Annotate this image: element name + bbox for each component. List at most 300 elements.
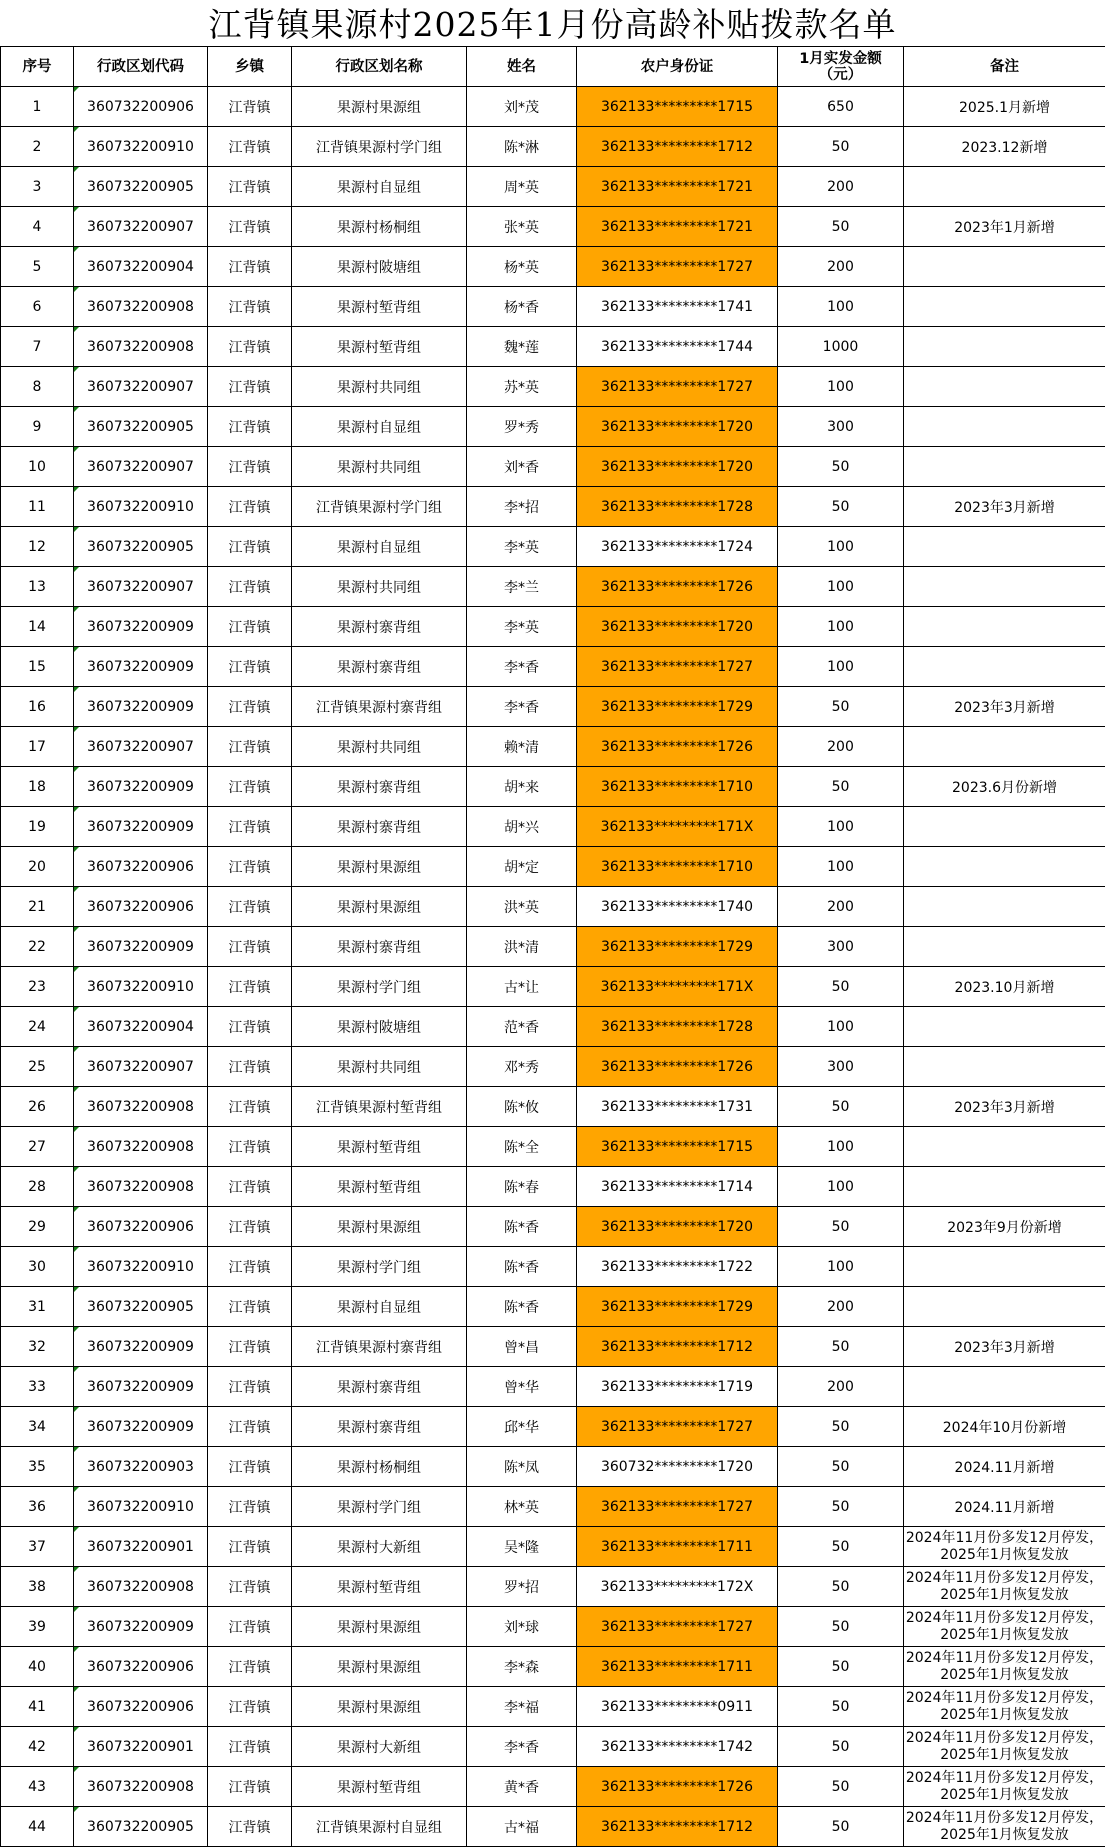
table-body: [1, 87, 1105, 1847]
cell-note: 2024年11月份多发12月停发，2025年1月恢复发放: [904, 1687, 1105, 1727]
header-amount: 1月实发金额 （元）: [778, 47, 904, 87]
cell-code: 360732200908: [74, 327, 208, 367]
cell-seq: 17: [1, 727, 74, 767]
cell-area: 果源村陂塘组: [292, 1007, 467, 1047]
cell-town: 江背镇: [208, 207, 292, 247]
cell-seq: 12: [1, 527, 74, 567]
cell-amount: 650: [778, 87, 904, 127]
cell-note: [904, 607, 1105, 647]
cell-area: 果源村共同组: [292, 567, 467, 607]
cell-area: 果源村学门组: [292, 1487, 467, 1527]
cell-note: 2023年3月新增: [904, 1327, 1105, 1367]
cell-id: 362133*********1727: [577, 367, 778, 407]
cell-town: 江背镇: [208, 847, 292, 887]
table-row: [1, 1247, 1105, 1287]
cell-name: 曾*华: [467, 1367, 577, 1407]
cell-area: 江背镇果源村学门组: [292, 487, 467, 527]
cell-id: 362133*********1719: [577, 1367, 778, 1407]
cell-seq: 8: [1, 367, 74, 407]
cell-amount: 50: [778, 447, 904, 487]
cell-note: 2023.12新增: [904, 127, 1105, 167]
cell-note: [904, 1167, 1105, 1207]
cell-amount: 50: [778, 1567, 904, 1607]
cell-town: 江背镇: [208, 87, 292, 127]
cell-seq: 2: [1, 127, 74, 167]
cell-code: 360732200905: [74, 1807, 208, 1847]
cell-area: 果源村自显组: [292, 527, 467, 567]
cell-town: 江背镇: [208, 687, 292, 727]
header-seq: 序号: [1, 47, 74, 87]
cell-area: 果源村寨背组: [292, 647, 467, 687]
cell-area: 果源村果源组: [292, 847, 467, 887]
cell-note: 2024年11月份多发12月停发，2025年1月恢复发放: [904, 1527, 1105, 1567]
cell-town: 江背镇: [208, 727, 292, 767]
cell-town: 江背镇: [208, 127, 292, 167]
cell-area: 果源村自显组: [292, 407, 467, 447]
cell-name: 曾*昌: [467, 1327, 577, 1367]
cell-seq: 36: [1, 1487, 74, 1527]
cell-town: 江背镇: [208, 1487, 292, 1527]
cell-code: 360732200906: [74, 847, 208, 887]
cell-amount: 50: [778, 1527, 904, 1567]
cell-note: 2024.11月新增: [904, 1447, 1105, 1487]
cell-area: 果源村堑背组: [292, 327, 467, 367]
cell-area: 果源村堑背组: [292, 1767, 467, 1807]
cell-name: 陈*攸: [467, 1087, 577, 1127]
cell-seq: 28: [1, 1167, 74, 1207]
table-row: [1, 1287, 1105, 1327]
cell-town: 江背镇: [208, 1127, 292, 1167]
cell-id: 362133*********1712: [577, 1327, 778, 1367]
cell-id: 362133*********1726: [577, 727, 778, 767]
cell-seq: 9: [1, 407, 74, 447]
header-id: 农户身份证: [577, 47, 778, 87]
cell-area: 果源村堑背组: [292, 1567, 467, 1607]
cell-code: 360732200905: [74, 527, 208, 567]
cell-id: 362133*********1721: [577, 207, 778, 247]
cell-town: 江背镇: [208, 1167, 292, 1207]
header-name: 姓名: [467, 47, 577, 87]
cell-code: 360732200908: [74, 1087, 208, 1127]
cell-name: 周*英: [467, 167, 577, 207]
cell-note: [904, 447, 1105, 487]
cell-id: 362133*********1726: [577, 1047, 778, 1087]
cell-code: 360732200901: [74, 1727, 208, 1767]
cell-id: 362133*********1728: [577, 1007, 778, 1047]
cell-id: 362133*********171X: [577, 967, 778, 1007]
cell-id: 362133*********1727: [577, 1607, 778, 1647]
cell-note: 2024年11月份多发12月停发，2025年1月恢复发放: [904, 1727, 1105, 1767]
cell-note: 2024年11月份多发12月停发，2025年1月恢复发放: [904, 1607, 1105, 1647]
cell-amount: 50: [778, 687, 904, 727]
cell-area: 江背镇果源村学门组: [292, 127, 467, 167]
cell-amount: 1000: [778, 327, 904, 367]
cell-amount: 50: [778, 967, 904, 1007]
cell-town: 江背镇: [208, 1287, 292, 1327]
cell-code: 360732200907: [74, 207, 208, 247]
cell-note: [904, 167, 1105, 207]
cell-town: 江背镇: [208, 527, 292, 567]
cell-id: 362133*********1711: [577, 1527, 778, 1567]
cell-town: 江背镇: [208, 1807, 292, 1847]
table-row: [1, 727, 1105, 767]
cell-note: [904, 367, 1105, 407]
cell-amount: 200: [778, 167, 904, 207]
cell-name: 苏*英: [467, 367, 577, 407]
cell-name: 胡*定: [467, 847, 577, 887]
cell-amount: 50: [778, 1407, 904, 1447]
table-row: [1, 1767, 1105, 1807]
cell-name: 范*香: [467, 1007, 577, 1047]
table-row: [1, 687, 1105, 727]
page-title: 江背镇果源村2025年1月份高龄补贴拨款名单: [0, 0, 1105, 46]
cell-code: 360732200908: [74, 287, 208, 327]
cell-amount: 100: [778, 1247, 904, 1287]
cell-amount: 50: [778, 1647, 904, 1687]
table-row: [1, 367, 1105, 407]
table-row: [1, 87, 1105, 127]
cell-area: 果源村果源组: [292, 887, 467, 927]
cell-area: 果源村大新组: [292, 1727, 467, 1767]
cell-amount: 100: [778, 1007, 904, 1047]
cell-amount: 100: [778, 367, 904, 407]
cell-area: 果源村共同组: [292, 367, 467, 407]
cell-code: 360732200909: [74, 1367, 208, 1407]
cell-town: 江背镇: [208, 1207, 292, 1247]
cell-note: [904, 1247, 1105, 1287]
cell-town: 江背镇: [208, 887, 292, 927]
cell-town: 江背镇: [208, 1727, 292, 1767]
cell-area: 果源村大新组: [292, 1527, 467, 1567]
cell-name: 吴*隆: [467, 1527, 577, 1567]
cell-id: 362133*********1742: [577, 1727, 778, 1767]
cell-name: 罗*秀: [467, 407, 577, 447]
cell-seq: 33: [1, 1367, 74, 1407]
cell-area: 果源村果源组: [292, 1647, 467, 1687]
cell-name: 陈*淋: [467, 127, 577, 167]
cell-note: 2023.6月份新增: [904, 767, 1105, 807]
cell-area: 果源村学门组: [292, 967, 467, 1007]
cell-seq: 10: [1, 447, 74, 487]
cell-name: 邓*秀: [467, 1047, 577, 1087]
cell-id: 362133*********1720: [577, 447, 778, 487]
cell-name: 李*兰: [467, 567, 577, 607]
cell-name: 李*英: [467, 527, 577, 567]
cell-name: 刘*茂: [467, 87, 577, 127]
cell-note: 2023年3月新增: [904, 1087, 1105, 1127]
cell-note: [904, 647, 1105, 687]
cell-note: [904, 247, 1105, 287]
cell-seq: 15: [1, 647, 74, 687]
cell-seq: 16: [1, 687, 74, 727]
cell-area: 果源村共同组: [292, 727, 467, 767]
cell-name: 杨*香: [467, 287, 577, 327]
cell-town: 江背镇: [208, 927, 292, 967]
cell-town: 江背镇: [208, 1247, 292, 1287]
cell-amount: 200: [778, 1287, 904, 1327]
cell-amount: 50: [778, 1447, 904, 1487]
cell-id: 362133*********1729: [577, 927, 778, 967]
table-row: [1, 527, 1105, 567]
cell-area: 果源村果源组: [292, 87, 467, 127]
cell-area: 果源村寨背组: [292, 1407, 467, 1447]
cell-id: 362133*********1710: [577, 847, 778, 887]
cell-name: 张*英: [467, 207, 577, 247]
cell-name: 洪*清: [467, 927, 577, 967]
cell-code: 360732200904: [74, 247, 208, 287]
cell-amount: 200: [778, 247, 904, 287]
cell-id: 362133*********1729: [577, 1287, 778, 1327]
cell-name: 李*英: [467, 607, 577, 647]
cell-seq: 34: [1, 1407, 74, 1447]
cell-name: 李*香: [467, 647, 577, 687]
cell-amount: 100: [778, 287, 904, 327]
cell-note: 2023年3月新增: [904, 487, 1105, 527]
cell-name: 邱*华: [467, 1407, 577, 1447]
cell-seq: 26: [1, 1087, 74, 1127]
cell-seq: 22: [1, 927, 74, 967]
cell-code: 360732200909: [74, 687, 208, 727]
cell-amount: 100: [778, 1167, 904, 1207]
table-row: [1, 1447, 1105, 1487]
cell-code: 360732200907: [74, 567, 208, 607]
cell-code: 360732200910: [74, 967, 208, 1007]
cell-amount: 200: [778, 887, 904, 927]
cell-amount: 300: [778, 927, 904, 967]
table-row: [1, 1687, 1105, 1727]
table-row: [1, 967, 1105, 1007]
cell-note: [904, 927, 1105, 967]
cell-amount: 300: [778, 1047, 904, 1087]
cell-code: 360732200906: [74, 1687, 208, 1727]
cell-name: 李*森: [467, 1647, 577, 1687]
cell-code: 360732200901: [74, 1527, 208, 1567]
cell-name: 胡*来: [467, 767, 577, 807]
cell-amount: 50: [778, 767, 904, 807]
cell-note: [904, 1287, 1105, 1327]
cell-town: 江背镇: [208, 1647, 292, 1687]
cell-seq: 7: [1, 327, 74, 367]
cell-town: 江背镇: [208, 1687, 292, 1727]
cell-code: 360732200909: [74, 607, 208, 647]
cell-note: [904, 807, 1105, 847]
cell-seq: 4: [1, 207, 74, 247]
cell-id: 362133*********1727: [577, 1407, 778, 1447]
cell-code: 360732200909: [74, 927, 208, 967]
cell-code: 360732200903: [74, 1447, 208, 1487]
cell-seq: 11: [1, 487, 74, 527]
cell-town: 江背镇: [208, 1407, 292, 1447]
cell-name: 陈*全: [467, 1127, 577, 1167]
cell-id: 362133*********1740: [577, 887, 778, 927]
cell-amount: 100: [778, 847, 904, 887]
table-row: [1, 767, 1105, 807]
cell-id: 362133*********1712: [577, 1807, 778, 1847]
cell-seq: 43: [1, 1767, 74, 1807]
cell-amount: 50: [778, 1327, 904, 1367]
cell-id: 362133*********1710: [577, 767, 778, 807]
table-row: [1, 807, 1105, 847]
cell-town: 江背镇: [208, 287, 292, 327]
table-row: [1, 167, 1105, 207]
cell-name: 李*香: [467, 1727, 577, 1767]
cell-note: [904, 727, 1105, 767]
cell-note: 2023.10月新增: [904, 967, 1105, 1007]
cell-id: 362133*********1727: [577, 647, 778, 687]
cell-seq: 44: [1, 1807, 74, 1847]
cell-note: [904, 847, 1105, 887]
cell-amount: 100: [778, 807, 904, 847]
cell-id: 362133*********1729: [577, 687, 778, 727]
cell-note: [904, 567, 1105, 607]
cell-amount: 100: [778, 567, 904, 607]
table-row: [1, 407, 1105, 447]
cell-code: 360732200908: [74, 1127, 208, 1167]
cell-seq: 3: [1, 167, 74, 207]
cell-note: 2023年1月新增: [904, 207, 1105, 247]
cell-area: 果源村寨背组: [292, 927, 467, 967]
cell-amount: 50: [778, 1767, 904, 1807]
cell-id: 362133*********1726: [577, 567, 778, 607]
cell-note: 2024年10月份新增: [904, 1407, 1105, 1447]
table-row: [1, 1167, 1105, 1207]
cell-area: 果源村果源组: [292, 1207, 467, 1247]
cell-area: 果源村共同组: [292, 1047, 467, 1087]
cell-amount: 50: [778, 487, 904, 527]
cell-area: 果源村共同组: [292, 447, 467, 487]
cell-name: 古*让: [467, 967, 577, 1007]
table-row: [1, 1567, 1105, 1607]
cell-code: 360732200910: [74, 127, 208, 167]
cell-name: 刘*球: [467, 1607, 577, 1647]
cell-area: 果源村果源组: [292, 1607, 467, 1647]
cell-code: 360732200904: [74, 1007, 208, 1047]
cell-code: 360732200910: [74, 487, 208, 527]
cell-id: 362133*********1726: [577, 1767, 778, 1807]
cell-code: 360732200908: [74, 1767, 208, 1807]
cell-name: 林*英: [467, 1487, 577, 1527]
cell-name: 李*福: [467, 1687, 577, 1727]
cell-note: [904, 287, 1105, 327]
cell-town: 江背镇: [208, 247, 292, 287]
cell-area: 果源村寨背组: [292, 767, 467, 807]
cell-area: 果源村寨背组: [292, 1367, 467, 1407]
cell-town: 江背镇: [208, 1367, 292, 1407]
cell-code: 360732200906: [74, 87, 208, 127]
header-note: 备注: [904, 47, 1105, 87]
cell-seq: 40: [1, 1647, 74, 1687]
cell-seq: 19: [1, 807, 74, 847]
cell-name: 李*香: [467, 687, 577, 727]
cell-id: 362133*********1720: [577, 1207, 778, 1247]
cell-amount: 100: [778, 647, 904, 687]
cell-name: 罗*招: [467, 1567, 577, 1607]
header-code: 行政区划代码: [74, 47, 208, 87]
cell-amount: 50: [778, 1487, 904, 1527]
cell-amount: 200: [778, 727, 904, 767]
cell-area: 江背镇果源村寨背组: [292, 1327, 467, 1367]
cell-name: 陈*香: [467, 1207, 577, 1247]
table-row: [1, 1087, 1105, 1127]
cell-town: 江背镇: [208, 807, 292, 847]
cell-name: 刘*香: [467, 447, 577, 487]
cell-code: 360732200907: [74, 727, 208, 767]
cell-seq: 35: [1, 1447, 74, 1487]
subsidy-table: [0, 46, 1105, 1847]
table-row: [1, 1207, 1105, 1247]
cell-area: 果源村学门组: [292, 1247, 467, 1287]
table-row: [1, 287, 1105, 327]
cell-note: [904, 1047, 1105, 1087]
cell-town: 江背镇: [208, 1567, 292, 1607]
cell-name: 陈*香: [467, 1247, 577, 1287]
cell-name: 胡*兴: [467, 807, 577, 847]
cell-area: 江背镇果源村堑背组: [292, 1087, 467, 1127]
cell-seq: 23: [1, 967, 74, 1007]
cell-amount: 50: [778, 127, 904, 167]
cell-name: 陈*香: [467, 1287, 577, 1327]
cell-id: 362133*********1727: [577, 247, 778, 287]
table-row: [1, 1527, 1105, 1567]
cell-id: 362133*********1714: [577, 1167, 778, 1207]
cell-area: 果源村果源组: [292, 1687, 467, 1727]
cell-area: 果源村陂塘组: [292, 247, 467, 287]
cell-seq: 41: [1, 1687, 74, 1727]
cell-town: 江背镇: [208, 1607, 292, 1647]
cell-id: 362133*********171X: [577, 807, 778, 847]
cell-code: 360732200907: [74, 367, 208, 407]
cell-id: 362133*********1724: [577, 527, 778, 567]
cell-area: 果源村堑背组: [292, 287, 467, 327]
cell-amount: 50: [778, 1687, 904, 1727]
cell-seq: 18: [1, 767, 74, 807]
cell-town: 江背镇: [208, 1047, 292, 1087]
cell-amount: 50: [778, 1607, 904, 1647]
cell-seq: 24: [1, 1007, 74, 1047]
cell-seq: 37: [1, 1527, 74, 1567]
table-row: [1, 1807, 1105, 1847]
cell-town: 江背镇: [208, 407, 292, 447]
cell-code: 360732200910: [74, 1487, 208, 1527]
cell-code: 360732200909: [74, 1607, 208, 1647]
cell-id: 362133*********1712: [577, 127, 778, 167]
cell-note: 2024年11月份多发12月停发，2025年1月恢复发放: [904, 1767, 1105, 1807]
cell-seq: 21: [1, 887, 74, 927]
cell-code: 360732200909: [74, 807, 208, 847]
cell-id: 362133*********1728: [577, 487, 778, 527]
table-row: [1, 647, 1105, 687]
table-row: [1, 887, 1105, 927]
table-row: [1, 927, 1105, 967]
cell-seq: 29: [1, 1207, 74, 1247]
cell-note: 2023年3月新增: [904, 687, 1105, 727]
table-row: [1, 567, 1105, 607]
table-row: [1, 1327, 1105, 1367]
cell-seq: 14: [1, 607, 74, 647]
cell-seq: 38: [1, 1567, 74, 1607]
header-row: [1, 47, 1105, 87]
cell-seq: 39: [1, 1607, 74, 1647]
cell-note: [904, 407, 1105, 447]
table-row: [1, 127, 1105, 167]
cell-code: 360732200905: [74, 167, 208, 207]
cell-town: 江背镇: [208, 607, 292, 647]
table-row: [1, 487, 1105, 527]
cell-note: 2024年11月份多发12月停发，2025年1月恢复发放: [904, 1567, 1105, 1607]
table-row: [1, 247, 1105, 287]
cell-town: 江背镇: [208, 1527, 292, 1567]
cell-id: 362133*********1715: [577, 87, 778, 127]
